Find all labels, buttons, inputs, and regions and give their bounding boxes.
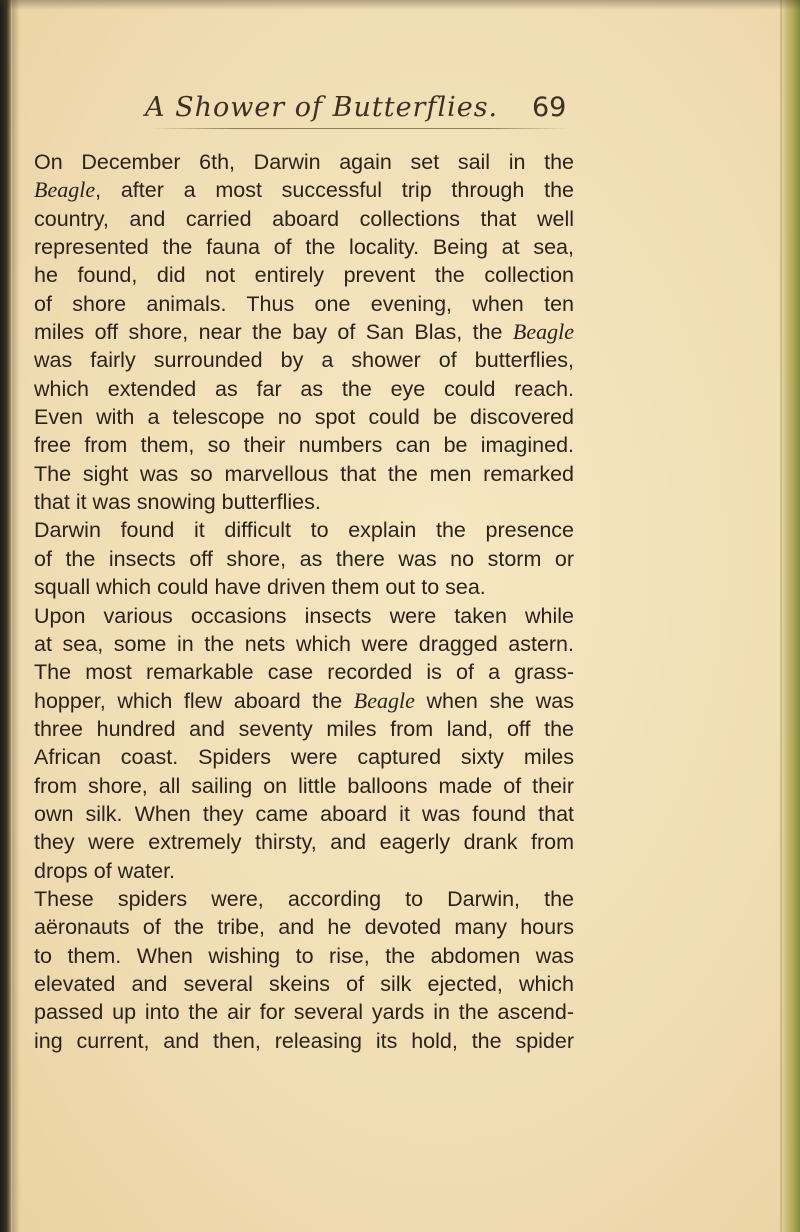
text-span: three hundred and seventy miles from land, off the [34,716,574,741]
book-binding-edge [0,0,12,1232]
text-span: to them. When wishing to rise, the abdomen was [34,943,574,968]
text-line [34,998,574,1026]
text-line [34,346,574,374]
text-line [34,545,574,573]
text-line [34,828,574,856]
text-line [34,375,574,403]
text-span: Darwin found it difficult to explain the presence [34,518,574,543]
body-text [34,148,574,1055]
running-title: A Shower of Butterflies. [145,92,499,123]
text-line [34,658,574,686]
text-span: The most remarkable case recorded is of a grass- [34,660,574,685]
text-line [34,403,574,431]
text-line [34,970,574,998]
text-span: miles off shore, near the bay of San Blas, the [34,320,513,345]
text-line [34,857,574,885]
text-span: when she was [414,688,574,713]
text-line [34,885,574,913]
ship-name: Beagle [353,687,415,713]
text-line [34,772,574,800]
text-line [34,318,574,346]
text-span: of shore animals. Thus one evening, when ten [34,291,574,316]
text-line [34,176,574,204]
text-span: ing current, and then, releasing its hold, the spider [34,1028,574,1053]
text-span: African coast. Spiders were captured sixty miles [34,745,574,770]
text-span: from shore, all sailing on little balloons made of their [34,773,574,798]
text-line [34,148,574,176]
page-number: 69 [532,92,567,123]
text-span: On December 6th, Darwin again set sail in the [34,150,574,174]
text-line [34,261,574,289]
text-span: at sea, some in the nets which were dragged astern. [34,631,574,656]
text-line [34,516,574,544]
text-line [34,800,574,828]
text-line [34,488,574,516]
text-span: Even with a telescope no spot could be discovered [34,405,574,430]
text-span: they were extremely thirsty, and eagerly drank from [34,830,574,855]
ship-name: Beagle [34,177,96,203]
text-line [34,460,574,488]
text-line [34,205,574,233]
text-line [34,687,574,715]
ship-name: Beagle [512,319,574,345]
text-line [34,431,574,459]
text-span: own silk. When they came aboard it was found that [34,801,574,826]
text-line [34,573,574,601]
text-span: drops of water. [34,858,176,883]
text-span: was fairly surrounded by a shower of butterflies, [34,348,574,373]
text-span: The sight was so marvellous that the men remarked [34,461,574,486]
text-span: passed up into the air for several yards in the ascend- [34,1000,574,1025]
text-span: of the insects off shore, as there was no storm or [34,546,574,571]
text-line [34,942,574,970]
text-line [34,233,574,261]
text-span: he found, did not entirely prevent the collection [34,263,574,288]
page-header [0,92,800,132]
text-line [34,602,574,630]
page-edge-line [780,0,782,1232]
text-span: hopper, which flew aboard the [34,688,354,713]
text-span: country, and carried aboard collections that well [34,206,574,231]
header-rule [150,128,570,129]
text-line [34,743,574,771]
text-line [34,290,574,318]
page-edge-right [780,0,800,1232]
text-span: which extended as far as the eye could reach. [34,376,574,401]
text-line [34,1027,574,1055]
text-span: represented the fauna of the locality. Being at sea, [34,235,574,260]
text-span: These spiders were, according to Darwin, the [34,886,574,911]
text-span: Upon various occasions insects were taken while [34,603,574,628]
text-span: , after a most successful trip through the [95,178,574,203]
text-span: aëronauts of the tribe, and he devoted many hours [34,915,574,940]
text-line [34,715,574,743]
text-line [34,913,574,941]
text-span: free from them, so their numbers can be imagined. [34,433,574,458]
text-span: that it was snowing butterflies. [34,490,321,515]
text-line [34,630,574,658]
text-span: squall which could have driven them out to sea. [34,575,486,600]
binding-shadow [12,0,20,1232]
top-shadow [0,0,800,10]
text-span: elevated and several skeins of silk ejected, which [34,971,574,996]
